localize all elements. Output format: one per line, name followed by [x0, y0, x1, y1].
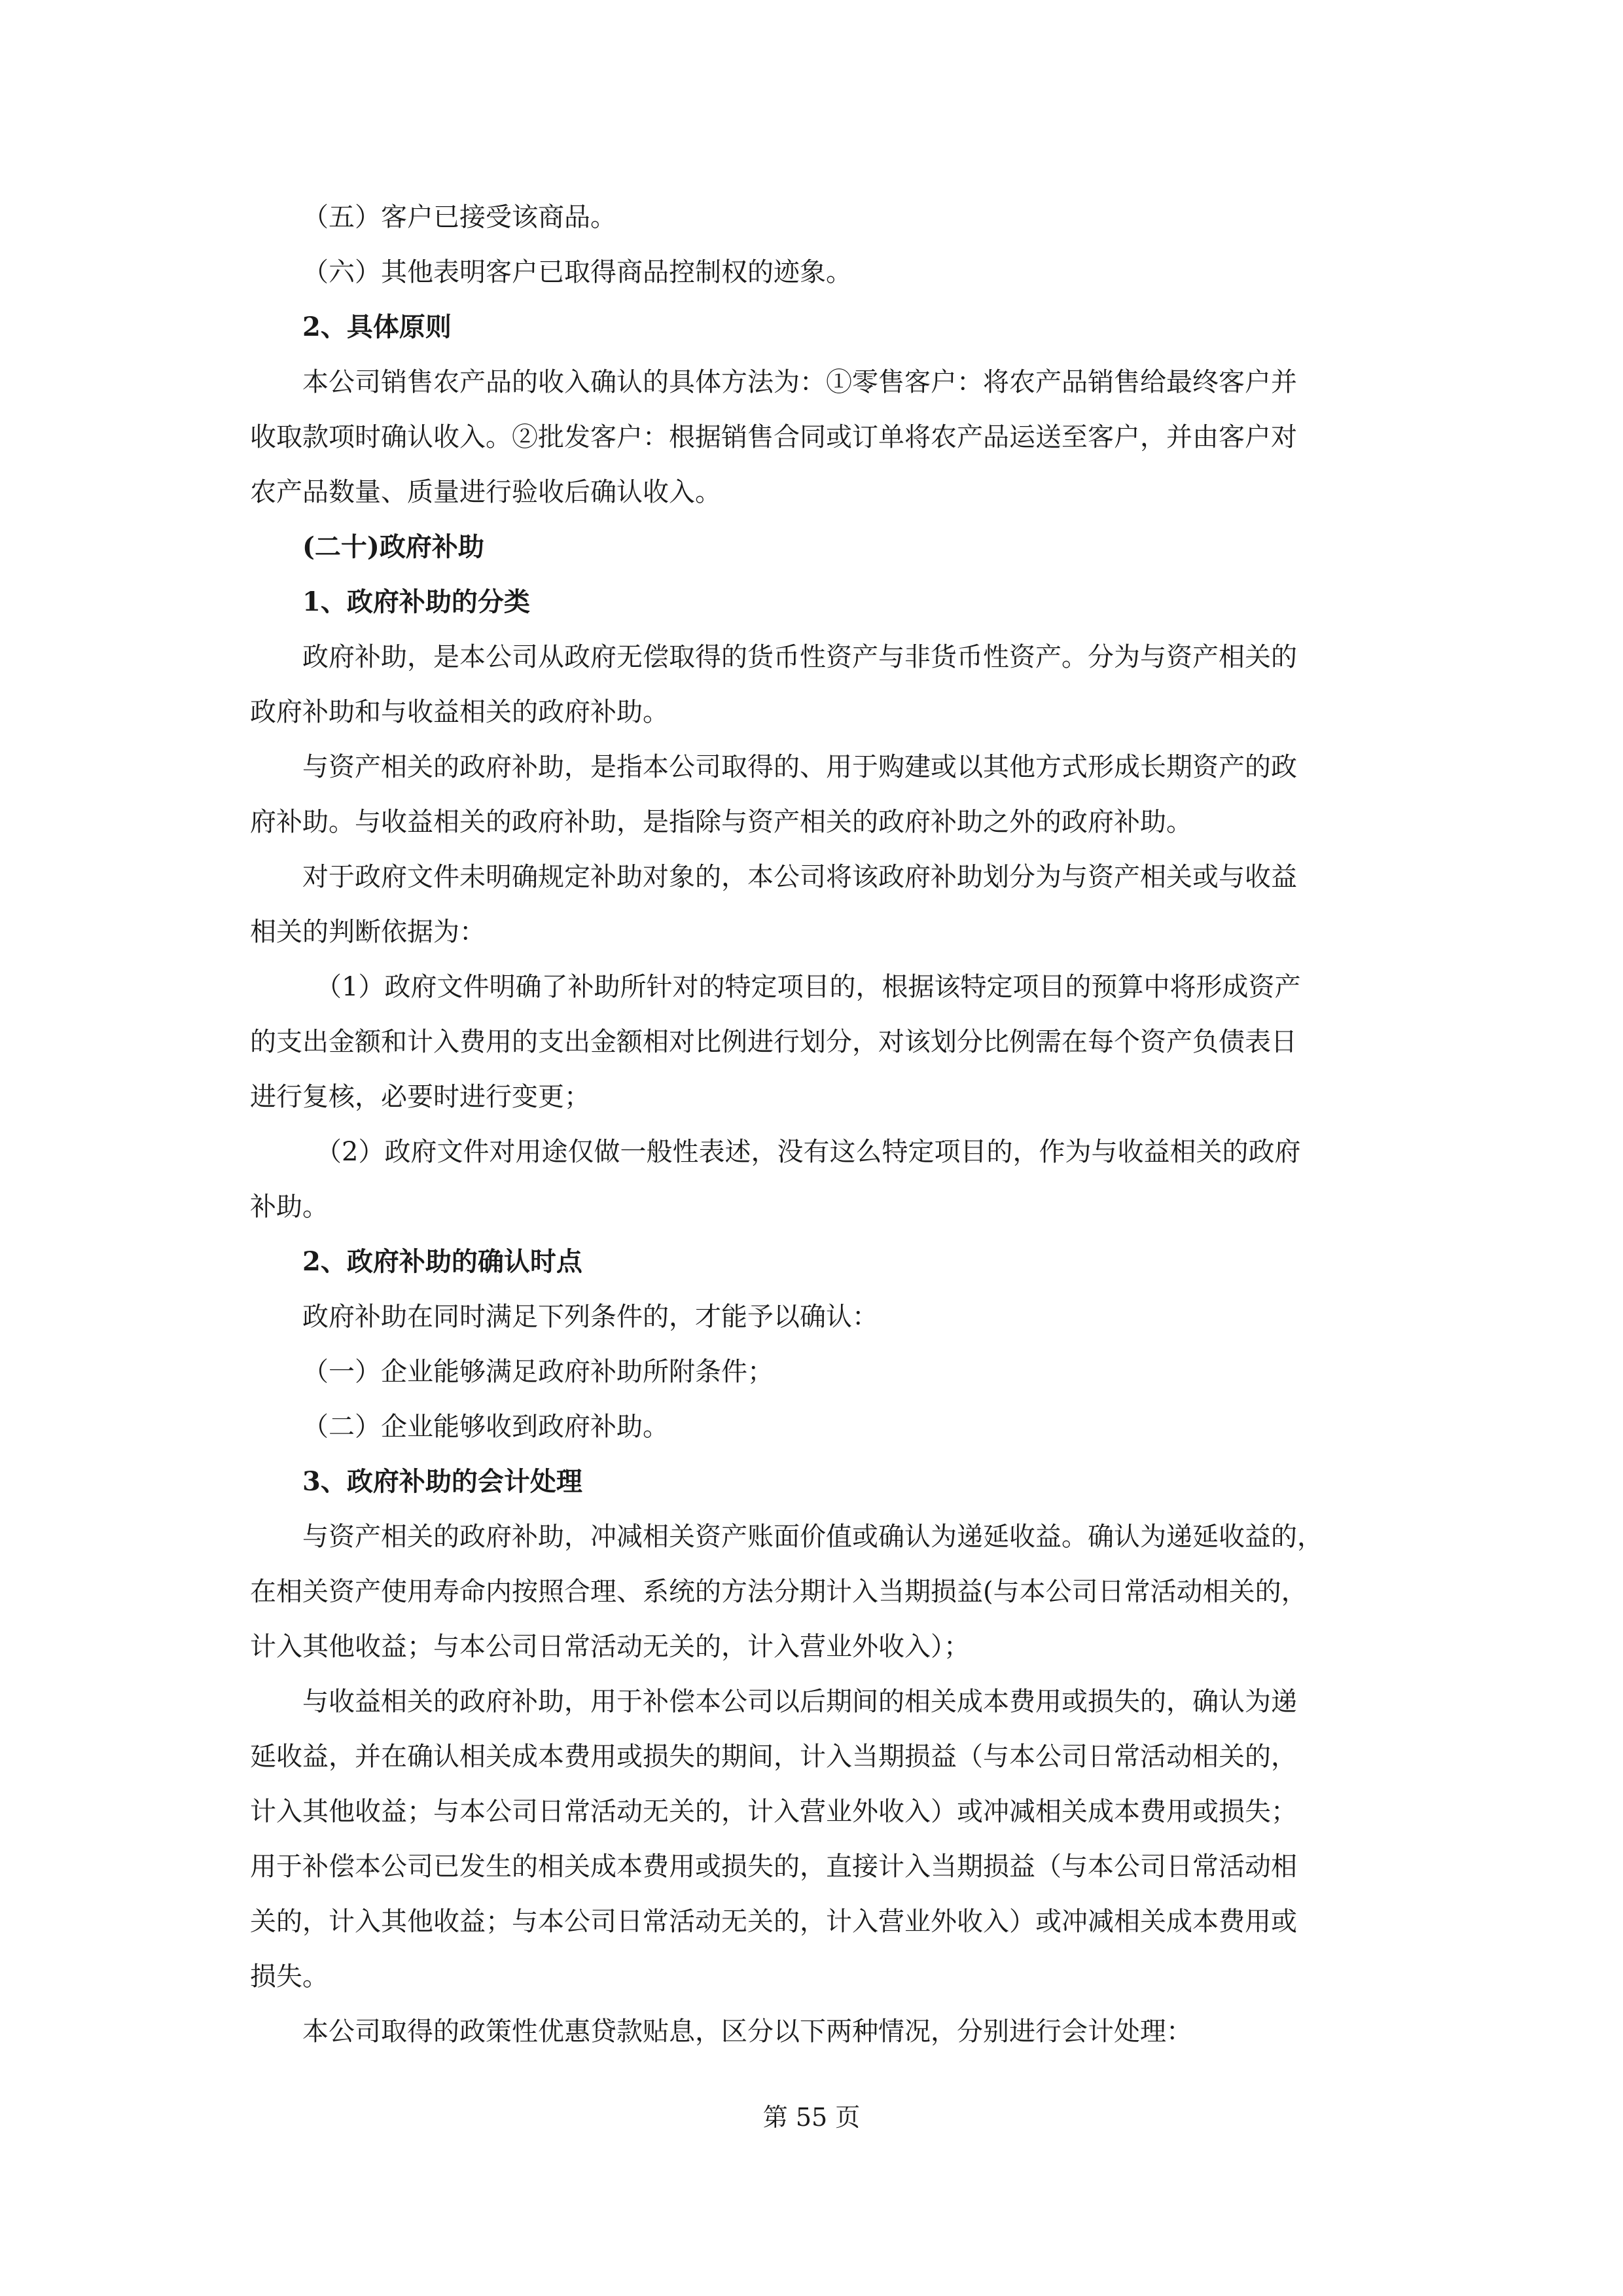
text-line: 与资产相关的政府补助，冲减相关资产账面价值或确认为递延收益。确认为递延收益的，: [302, 1522, 1323, 1552]
text-line: （五）客户已接受该商品。: [302, 202, 616, 232]
text-line: 与收益相关的政府补助，用于补偿本公司以后期间的相关成本费用或损失的，确认为递: [302, 1687, 1297, 1717]
text-line: 府补助。与收益相关的政府补助，是指除与资产相关的政府补助之外的政府补助。: [250, 807, 1192, 837]
document-body: [250, 190, 1381, 2059]
text-line: 的支出金额和计入费用的支出金额相对比例进行划分，对该划分比例需在每个资产负债表日: [250, 1027, 1297, 1057]
text-line: 政府补助在同时满足下列条件的，才能予以确认：: [302, 1302, 878, 1332]
text-line: （2）政府文件对用途仅做一般性表述，没有这么特定项目的，作为与收益相关的政府: [315, 1137, 1301, 1167]
text-line: 延收益，并在确认相关成本费用或损失的期间，计入当期损益（与本公司日常活动相关的，: [250, 1742, 1297, 1772]
section-heading: 1、政府补助的分类: [302, 586, 530, 617]
text-line: （一）企业能够满足政府补助所附条件；: [302, 1357, 774, 1387]
text-line: （六）其他表明客户已取得商品控制权的迹象。: [302, 257, 852, 287]
text-line: 相关的判断依据为：: [250, 917, 486, 947]
text-line: 用于补偿本公司已发生的相关成本费用或损失的，直接计入当期损益（与本公司日常活动相: [250, 1852, 1297, 1882]
section-heading: (二十)政府补助: [302, 531, 484, 562]
text-line: 收取款项时确认收入。②批发客户：根据销售合同或订单将农产品运送至客户，并由客户对: [250, 422, 1297, 452]
section-heading: 2、具体原则: [302, 312, 452, 342]
text-line: 关的，计入其他收益；与本公司日常活动无关的，计入营业外收入）或冲减相关成本费用或: [250, 1907, 1297, 1937]
text-line: （1）政府文件明确了补助所针对的特定项目的，根据该特定项目的预算中将形成资产: [315, 972, 1301, 1002]
text-line: 与资产相关的政府补助，是指本公司取得的、用于购建或以其他方式形成长期资产的政: [302, 752, 1297, 782]
section-heading: 2、政府补助的确认时点: [302, 1246, 582, 1277]
text-line: （二）企业能够收到政府补助。: [302, 1412, 669, 1442]
text-line: 对于政府文件未明确规定补助对象的，本公司将该政府补助划分为与资产相关或与收益: [302, 862, 1297, 892]
text-line: 在相关资产使用寿命内按照合理、系统的方法分期计入当期损益(与本公司日常活动相关的，: [250, 1577, 1308, 1607]
text-line: 农产品数量、质量进行验收后确认收入。: [250, 477, 721, 507]
page-number: 第 55 页: [762, 2103, 861, 2132]
text-line: 本公司销售农产品的收入确认的具体方法为：①零售客户：将农产品销售给最终客户并: [302, 367, 1297, 397]
text-line: 补助。: [250, 1192, 329, 1222]
text-line: 政府补助，是本公司从政府无偿取得的货币性资产与非货币性资产。分为与资产相关的: [302, 642, 1297, 672]
text-line: 政府补助和与收益相关的政府补助。: [250, 697, 669, 727]
text-line: 计入其他收益；与本公司日常活动无关的，计入营业外收入）或冲减相关成本费用或损失；: [250, 1797, 1297, 1827]
section-heading: 3、政府补助的会计处理: [302, 1466, 582, 1497]
text-line: 本公司取得的政策性优惠贷款贴息，区分以下两种情况，分别进行会计处理：: [302, 2017, 1192, 2047]
text-line: 损失。: [250, 1962, 329, 1992]
text-line: 计入其他收益；与本公司日常活动无关的，计入营业外收入）；: [250, 1632, 970, 1662]
text-line: 进行复核，必要时进行变更；: [250, 1082, 590, 1112]
